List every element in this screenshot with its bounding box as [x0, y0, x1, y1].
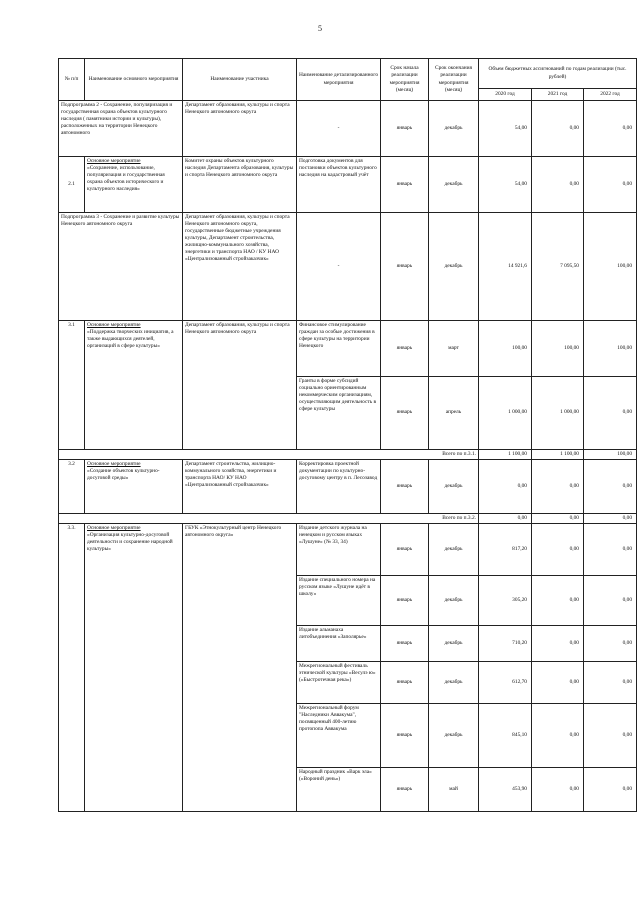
measure-3-1-name [85, 321, 183, 450]
list-item-2021: 0,00 [532, 768, 584, 812]
subprogram-3-2020: 14 921,6 [479, 213, 532, 321]
header-measure: Наименование основного мероприятия [85, 59, 183, 101]
measure-2-1-participant: Комитет охраны объектов культурного наследия Департамента образования, культуры и спорта Ненецкого автономного округа [183, 157, 297, 213]
measure-3-1-b-2020: 1 000,00 [479, 377, 532, 450]
measure-2-1-start: январь [381, 157, 429, 213]
header-2022: 2022 год [584, 89, 637, 101]
list-item-end: май [429, 768, 479, 812]
subprogram-3-2022: 100,00 [584, 213, 637, 321]
subprogram-2-row [59, 101, 637, 157]
list-item-2022: 0,00 [584, 768, 637, 812]
header-2020: 2020 год [479, 89, 532, 101]
subprogram-2-participant: Департамент образования, культуры и спорта Ненецкого автономного округа [183, 101, 297, 157]
measure-2-1-2020: 54,00 [479, 157, 532, 213]
list-item-end: декабрь [429, 662, 479, 704]
subprogram-2-2022: 0,00 [584, 101, 637, 157]
list-item-2022: 0,00 [584, 626, 637, 662]
list-item-2021: 0,00 [532, 524, 584, 576]
measure-3-3-text: «Организация культурно-досуговой деятельности и сохранение народной культуры» [87, 532, 173, 553]
measure-3-3-num: 3.3. [59, 524, 85, 812]
total-3-2-2020: 0,00 [479, 514, 532, 524]
list-item-2021: 0,00 [532, 576, 584, 626]
list-item-detail: Издание альманаха литобъединения «Заполярье» [297, 626, 381, 662]
list-item-start: январь [381, 576, 429, 626]
list-item-2022: 0,00 [584, 704, 637, 768]
measure-3-2-text: «Создание объектов культурно-досуговой среды» [87, 468, 160, 482]
measure-3-3-participant: ГБУК «Этнокультурный центр Ненецкого автономного округа» [183, 524, 297, 812]
measure-2-1-detail: Подготовка документов для постановки объектов культурного наследия на кадастровый учёт [297, 157, 381, 213]
total-3-2-2021: 0,00 [532, 514, 584, 524]
header-start: Срок начала реализации мероприятия (месяц) [381, 59, 429, 101]
measure-3-2-num: 3.2 [59, 460, 85, 514]
total-3-2-2022: 0,00 [584, 514, 637, 524]
total-3-1-2022: 100,00 [584, 450, 637, 460]
list-item-2021: 0,00 [532, 626, 584, 662]
list-item-2021: 0,00 [532, 704, 584, 768]
measure-3-1-b-2021: 1 000,00 [532, 377, 584, 450]
measure-3-1-b-2022: 0,00 [584, 377, 637, 450]
list-item-2020: 845,10 [479, 704, 532, 768]
measure-3-2-2020: 0,00 [479, 460, 532, 514]
measure-2-1-end: декабрь [429, 157, 479, 213]
total-3-1-2020: 1 100,00 [479, 450, 532, 460]
subprogram-3-row [59, 213, 637, 321]
measure-3-1-a-2020: 100,00 [479, 321, 532, 377]
measure-3-1-b-start: январь [381, 377, 429, 450]
subprogram-2-title: Подпрограмма 2 - Сохранение, популяризация и государственная охрана объектов культурного наследия ( памятники истории и культуры), расположенных на территории Ненецкого автономного [59, 101, 183, 157]
measure-prefix: Основное мероприятие [87, 158, 141, 164]
total-3-1-row [59, 450, 637, 460]
measure-3-1-a-detail: Финансовое стимулирование граждан за особые достижения в сфере культуры на территории Ненецкого [297, 321, 381, 377]
measure-3-1-a-2022: 100,00 [584, 321, 637, 377]
list-item-2022: 0,00 [584, 576, 637, 626]
header-detail: Наименование детализированного мероприятия [297, 59, 381, 101]
measure-3-3-name [85, 524, 183, 812]
subprogram-3-participant: Департамент образования, культуры и спорта Ненецкого автономного округа, государственные бюджетные учреждения культуры, Департамент строительства, жилищно-коммунального хозяйства, энергетики и транспорта НАО / КУ НАО «Централизованный стройзаказчик» [183, 213, 297, 321]
measure-3-1-participant: Департамент образования, культуры и спорта Ненецкого автономного округа [183, 321, 297, 450]
measure-3-2-detail: Корректировка проектной документации по культурно-досуговому центру в п. Лесозавод [297, 460, 381, 514]
subprogram-3-2021: 7 095,50 [532, 213, 584, 321]
list-item-2020: 710,20 [479, 626, 532, 662]
measure-prefix: Основное мероприятие [87, 322, 141, 328]
measure-3-2-end: декабрь [429, 460, 479, 514]
subprogram-2-start: январь [381, 101, 429, 157]
total-3-1-label: Всего по п.3.1. [59, 450, 479, 460]
header-budget: Объем бюджетных ассигнований по годам реализации (тыс. рублей) [479, 59, 637, 89]
list-item-2020: 453,90 [479, 768, 532, 812]
measure-3-1-a-start: январь [381, 321, 429, 377]
list-item-start: январь [381, 704, 429, 768]
measure-3-1-row-a [59, 321, 637, 377]
list-item-detail: Межрегиональный фестиваль этнической культуры «Весулэ ю» («Быстротечная река») [297, 662, 381, 704]
list-item-2020: 817,20 [479, 524, 532, 576]
measure-3-1-a-2021: 100,00 [532, 321, 584, 377]
subprogram-3-start: январь [381, 213, 429, 321]
subprogram-3-title: Подпрограмма 3 - Сохранение и развитие культуры Ненецкого автономного округа [59, 213, 183, 321]
measure-3-2-participant: Департамент строительства, жилищно-коммунального хозяйства, энергетики и транспорта НАО/ КУ НАО «Централизованный стройзаказчик» [183, 460, 297, 514]
list-item-detail: Издание детского журнала на ненецком и русском языках «Лушуне» (№ 33, 34) [297, 524, 381, 576]
subprogram-3-end: декабрь [429, 213, 479, 321]
measure-2-1-row [59, 157, 637, 213]
list-item-end: декабрь [429, 576, 479, 626]
page-number: 5 [318, 24, 322, 33]
header-end: Срок окончания реализации мероприятия (месяц) [429, 59, 479, 101]
list-item-detail: Издание специального номера на русском языке «Лушуне идёт в школу» [297, 576, 381, 626]
measure-3-2-2021: 0,00 [532, 460, 584, 514]
subprogram-2-2021: 0,00 [532, 101, 584, 157]
subprogram-3-detail: - [297, 213, 381, 321]
header-row [59, 59, 637, 89]
subprogram-2-detail: - [297, 101, 381, 157]
list-item-start: январь [381, 662, 429, 704]
measure-3-2-start: январь [381, 460, 429, 514]
list-item-end: декабрь [429, 626, 479, 662]
list-item-start: январь [381, 626, 429, 662]
measure-2-1-text: «Сохранение, использование, популяризация и государственная охрана объектов исторического и культурного наследия» [87, 165, 165, 193]
measure-3-1-text: «Поддержка творческих инициатив, а также выдающихся деятелей, организаций в сфере культуры» [87, 329, 174, 350]
measure-2-1-2021: 0,00 [532, 157, 584, 213]
subprogram-2-2020: 54,00 [479, 101, 532, 157]
list-item-detail: Народный праздник «Варк эла» («Вороний день») [297, 768, 381, 812]
list-item-start: январь [381, 524, 429, 576]
measure-3-1-b-end: апрель [429, 377, 479, 450]
list-item-2021: 0,00 [532, 662, 584, 704]
measure-3-3-row-1 [59, 524, 637, 576]
measure-2-1-2022: 0,00 [584, 157, 637, 213]
total-3-2-label: Всего по п.3.2. [59, 514, 479, 524]
program-table [58, 58, 637, 812]
list-item-detail: Межрегиональный форум "Наследники Аввакума", посвященный 400-летию протопопа Аввакума [297, 704, 381, 768]
measure-3-1-b-detail: Гранты в форме субсидий социально ориентированным некоммерческим организациям, осуществляющим деятельность в сфере культуры [297, 377, 381, 450]
list-item-end: декабрь [429, 704, 479, 768]
list-item-2022: 0,00 [584, 662, 637, 704]
header-2021: 2021 год [532, 89, 584, 101]
measure-3-2-row [59, 460, 637, 514]
measure-prefix: Основное мероприятие [87, 525, 141, 532]
measure-prefix: Основное мероприятие [87, 461, 141, 468]
list-item-2020: 612,70 [479, 662, 532, 704]
list-item-2022: 0,00 [584, 524, 637, 576]
measure-2-1-num: 2.1 [59, 157, 85, 213]
list-item-2020: 305,20 [479, 576, 532, 626]
subprogram-2-end: декабрь [429, 101, 479, 157]
measure-3-1-num: 3.1 [59, 321, 85, 450]
measure-3-1-a-end: март [429, 321, 479, 377]
total-3-1-2021: 1 100,00 [532, 450, 584, 460]
list-item-end: декабрь [429, 524, 479, 576]
measure-3-2-2022: 0,00 [584, 460, 637, 514]
header-participant: Наименование участника [183, 59, 297, 101]
header-num: № п/п [59, 59, 85, 101]
measure-2-1-name [85, 157, 183, 213]
list-item-start: январь [381, 768, 429, 812]
total-3-2-row [59, 514, 637, 524]
measure-3-2-name [85, 460, 183, 514]
